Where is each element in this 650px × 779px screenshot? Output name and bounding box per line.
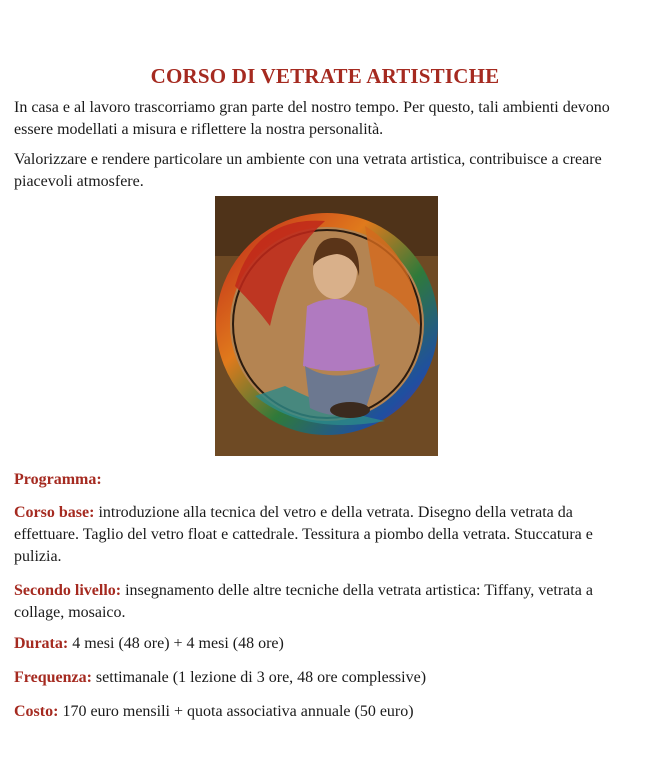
programma-heading: Programma: — [14, 471, 102, 488]
item-text: 170 euro mensili + quota associativa annuale (50 euro) — [58, 703, 414, 720]
item-text: introduzione alla tecnica del vetro e della vetrata. Disegno della vetrata da effettuare. Taglio del vetro float e cattedrale. Tessitura a piombo della vetrata. Stuccatura e pulizia. — [14, 504, 593, 565]
course-item-secondo-livello — [14, 580, 639, 624]
item-text: insegnamento delle altre tecniche della vetrata artistica: Tiffany, vetrata a collage, mosaico. — [14, 582, 593, 621]
course-item-durata — [14, 633, 639, 655]
course-item-corso-base — [14, 502, 639, 568]
item-label: Corso base: — [14, 504, 95, 521]
stained-glass-mirror-image — [215, 196, 438, 456]
item-text: settimanale (1 lezione di 3 ore, 48 ore complessive) — [91, 669, 427, 686]
intro-paragraph-1: In casa e al lavoro trascorriamo gran parte del nostro tempo. Per questo, tali ambienti devono essere modellati a misura e riflettere la nostra personalità. — [14, 99, 610, 138]
course-item-costo — [14, 701, 639, 723]
item-label: Durata: — [14, 635, 69, 652]
stained-glass-photo — [215, 196, 438, 456]
item-label: Costo: — [14, 703, 59, 720]
page-title: CORSO DI VETRATE ARTISTICHE — [150, 64, 500, 88]
item-text: 4 mesi (48 ore) + 4 mesi (48 ore) — [68, 635, 284, 652]
item-label: Frequenza: — [14, 669, 92, 686]
intro-paragraph-2: Valorizzare e rendere particolare un ambiente con una vetrata artistica, contribuisce a creare piacevoli atmosfere. — [14, 151, 602, 190]
item-label: Secondo livello: — [14, 582, 122, 599]
course-item-frequenza — [14, 667, 639, 689]
